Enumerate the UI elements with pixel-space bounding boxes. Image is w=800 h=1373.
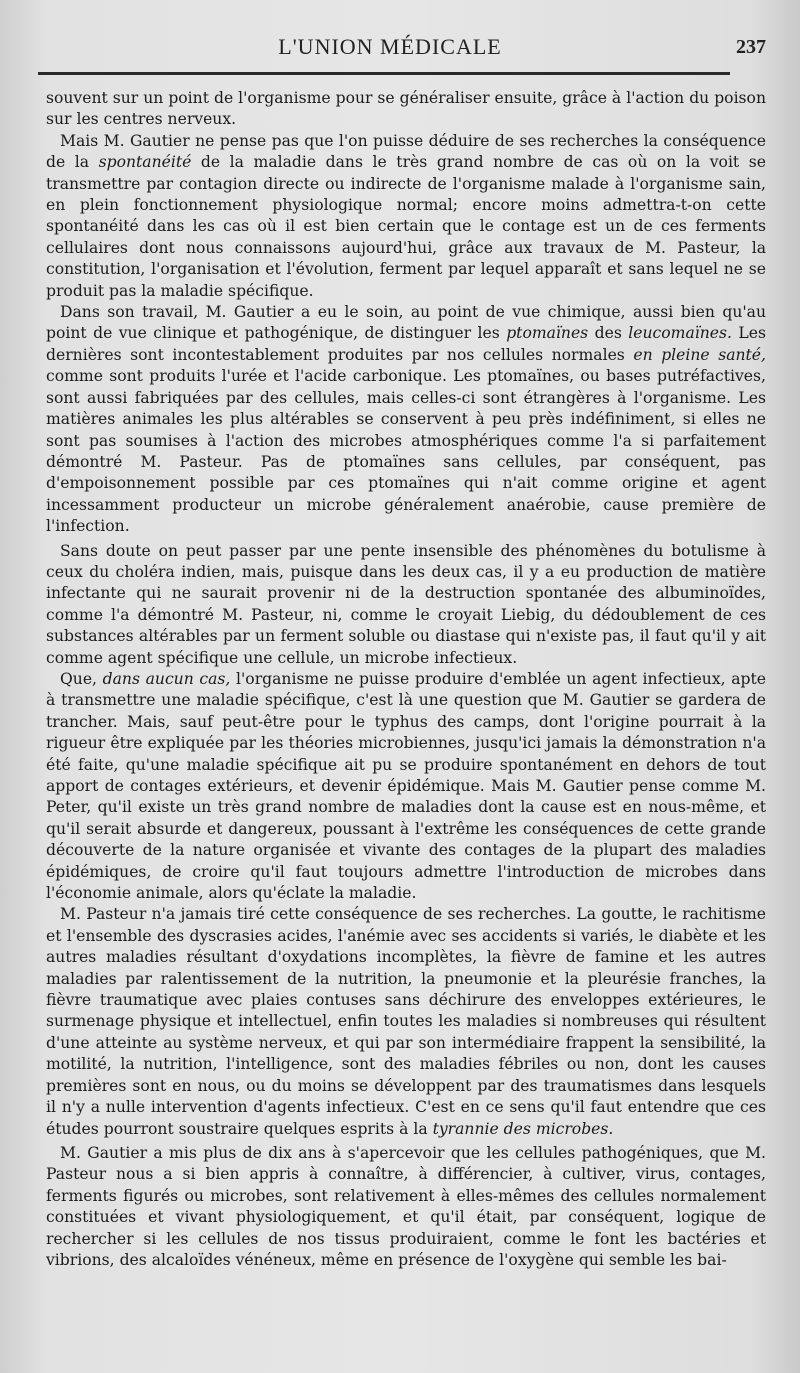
page-number: 237 [736, 36, 766, 58]
italic-term: ptomaïnes [506, 324, 589, 343]
italic-term: dans aucun cas, [102, 669, 231, 688]
body-text [46, 88, 766, 1271]
italic-term: spontanéité [98, 153, 192, 172]
paragraph-2: Mais M. Gautier ne pense pas que l'on puisse déduire de ses recherches la conséquence de la spontanéité de la maladie dans le très grand nombre de cas où on la voit se transmettre par contagion directe ou indirecte de l'organisme malade à l'organisme sain, en plein fonctionnement physiologique normal; encore moins admettra-t-on cette spontanéité dans les cas où il est bien certain que le contage est un de ces ferments cellulaires dont nous connaissons aujourd'hui, grâce aux travaux de M. Pasteur, la constitution, l'organisation et l'évolution, ferment par lequel apparaît et sans lequel ne se produit pas la maladie spécifique. [46, 131, 766, 300]
header-rule [38, 72, 730, 75]
italic-term: tyrannie des microbes. [432, 1119, 614, 1138]
paragraph-3: Dans son travail, M. Gautier a eu le soin, au point de vue chimique, aussi bien qu'au point de vue clinique et pathogénique, de distinguer les ptomaïnes des leucomaïnes. Les dernières sont incontestablement produites par nos cellules normales en pleine santé, comme sont produits l'urée et l'acide carbonique. Les ptomaïnes, ou bases putréfactives, sont aussi fabriquées par des cellules, mais celles-ci sont étrangères à l'organisme. Les matières animales les plus altérables se conservent à peu près indéfiniment, si elles ne sont pas soumises à l'action des microbes atmosphériques comme l'a si parfaitement démontré M. Pasteur. Pas de ptomaïnes sans cellules, par conséquent, pas d'empoisonnement possible par ces ptomaïnes qui n'ait comme origine et agent incessamment producteur un microbe généralement anaérobie, cause première de l'infection. [46, 303, 766, 536]
page-header [0, 30, 800, 70]
italic-term: leucomaïnes. [628, 324, 732, 343]
paragraph-5: Que, dans aucun cas, l'organisme ne puisse produire d'emblée un agent infectieux, apte à transmettre une maladie spécifique, c'est là une question que M. Gautier se gardera de trancher. Mais, sauf peut-être pour le typhus des camps, dont l'origine pourrait à la rigueur être expliquée par les théories microbiennes, jusqu'ici jamais la démonstration n'a été faite, qu'une maladie spécifique ait pu se produire spontanément en dehors de tout apport de contages extérieurs, et devenir épidémique. Mais M. Gautier pense comme M. Peter, qu'il existe un très grand nombre de maladies dont la cause est en nous-même, et qu'il serait absurde et dangereux, poussant à l'extrême les conséquences de cette grande découverte de la nature organisée et vivante des contages de la plupart des maladies épidémiques, de croire qu'il faut toujours admettre l'introduction de microbes dans l'économie animale, alors qu'éclate la maladie. [46, 669, 766, 903]
paragraph-1: souvent sur un point de l'organisme pour se généraliser ensuite, grâce à l'action du poison sur les centres nerveux. [46, 89, 766, 129]
paragraph-6: M. Pasteur n'a jamais tiré cette conséquence de ses recherches. La goutte, le rachitisme et l'ensemble des dyscrasies acides, l'anémie avec ses accidents si variés, le diabète et les autres maladies résultant d'oxydations incomplètes, la fièvre de famine et les autres maladies par ralentissement de la nutrition, la pneumonie et la pleurésie franches, la fièvre traumatique avec plaies contuses sans déchirure des enveloppes extérieures, le surmenage physique et intellectuel, enfin toutes les maladies si nombreuses qui résultent d'une atteinte au système nerveux, et qui par son intermédiaire frappent la sensibilité, la motilité, la nutrition, l'intelligence, sont des maladies fébriles ou non, dont les causes premières sont en nous, ou du moins se développent par des traumatismes dans lesquels il n'y a nulle intervention d'agents infectieux. C'est en ce sens qu'il faut entendre que ces études pourront soustraire quelques esprits à la tyrannie des microbes. [46, 905, 766, 1138]
paragraph-7: M. Gautier a mis plus de dix ans à s'apercevoir que les cellules pathogéniques, que M. Pasteur nous a si bien appris à connaître, à différencier, à cultiver, virus, contages, ferments figurés ou microbes, sont relativement à elles-mêmes des cellules normalement constituées et vivant physiologiquement, et qu'il était, par conséquent, logique de rechercher si les cellules de nos tissus produiraient, comme le font les bactéries et vibrions, des alcaloïdes vénéneux, même en présence de l'oxygène qui semble les bai- [46, 1143, 766, 1269]
paragraph-4: Sans doute on peut passer par une pente insensible des phénomènes du botulisme à ceux du choléra indien, mais, puisque dans les deux cas, il y a eu production de matière infectante qui ne saurait provenir ni de la destruction spontanée des albuminoïdes, comme l'a démontré M. Pasteur, ni, comme le croyait Liebig, du dédoublement de ces substances altérables par un ferment soluble ou diastase qui n'existe pas, il faut qu'il y ait comme agent spécifique une cellule, un microbe infectieux. [46, 541, 766, 667]
italic-term: en pleine santé, [633, 345, 766, 364]
running-title: L'UNION MÉDICALE [278, 34, 502, 59]
